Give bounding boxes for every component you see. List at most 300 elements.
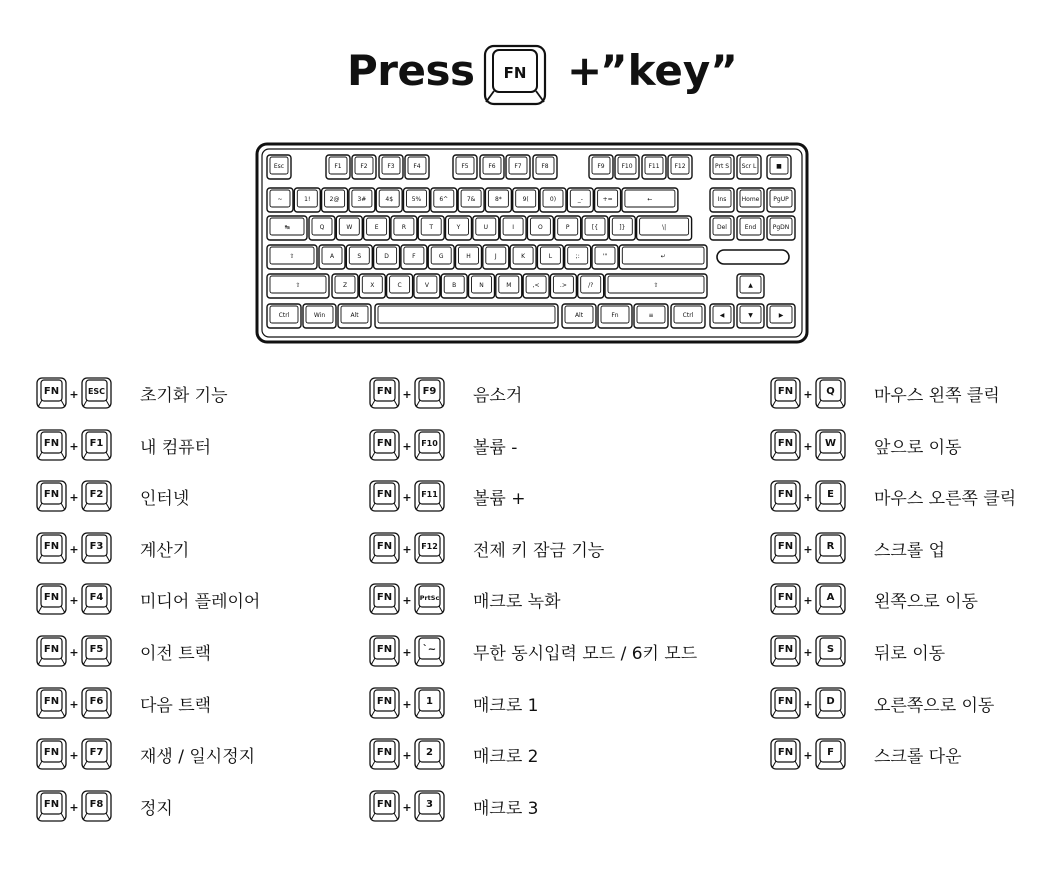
plus-sign: + <box>803 439 813 453</box>
keyboard-key-label: 4$ <box>385 196 394 203</box>
keyboard-key-label: ]} <box>619 224 626 231</box>
fn-key-icon <box>37 533 66 563</box>
fn-key-icon <box>37 584 66 614</box>
key-combo <box>369 480 445 512</box>
fn-key-icon <box>771 533 800 563</box>
plus-sign: + <box>69 800 79 814</box>
keyboard-key <box>458 188 484 212</box>
key-icon <box>816 739 845 769</box>
keyboard-key-label: .> <box>559 282 567 289</box>
fn-key-icon-label: FN <box>43 798 60 810</box>
fn-key-icon-label: FN <box>376 644 393 655</box>
keyboard-key <box>456 245 482 269</box>
key-icon <box>816 481 845 511</box>
fn-key-icon <box>370 791 399 821</box>
fn-key-icon <box>37 688 66 718</box>
key-icon-label: R <box>826 540 835 552</box>
keyboard-key-label: ↵ <box>660 253 666 260</box>
fn-key-icon-label: FN <box>376 695 393 707</box>
keyboard-key <box>267 216 307 240</box>
fn-key-icon <box>370 481 399 511</box>
keyboard-key-label: Z <box>342 282 348 289</box>
key-icon <box>816 533 845 563</box>
fn-key-icon <box>771 636 800 666</box>
shortcut-description: 마우스 오른쪽 클릭 <box>874 489 1017 510</box>
keyboard-key-label: Ctrl <box>278 312 290 319</box>
shortcut-description: 초기화 기능 <box>140 386 228 406</box>
key-icon-label: PrtSc <box>419 594 440 603</box>
shortcut-description: 앞으로 이동 <box>874 437 962 458</box>
keyboard-key-label: 5% <box>411 196 422 203</box>
key-icon <box>415 584 444 614</box>
key-combo <box>770 480 846 512</box>
shortcut-description: 매크로 1 <box>473 695 539 716</box>
keyboard-key <box>595 188 621 212</box>
key-icon <box>415 481 444 511</box>
key-combo <box>36 480 112 512</box>
keyboard-key <box>401 245 427 269</box>
key-combo <box>36 429 112 461</box>
keyboard-key-label: '" <box>602 253 608 260</box>
keyboard-key-label: ⇧ <box>295 282 301 289</box>
keyboard-key <box>767 155 791 179</box>
fn-key-icon <box>370 688 399 718</box>
key-icon-label: F1 <box>89 437 104 449</box>
key-icon <box>415 430 444 460</box>
keyboard-key <box>387 274 413 298</box>
keyboard-key-label: Win <box>313 312 326 319</box>
keyboard-key-label: ▼ <box>748 312 753 319</box>
key-icon <box>816 430 845 460</box>
keyboard-key-label: B <box>452 282 457 289</box>
key-icon-label: 2 <box>426 747 433 759</box>
key-icon <box>415 791 444 821</box>
key-combo <box>36 377 112 409</box>
key-combo <box>770 583 846 615</box>
keyboard-key-label: 8* <box>494 196 502 203</box>
keyboard-key <box>510 245 536 269</box>
key-icon-label: F12 <box>421 541 438 551</box>
fn-key-icon <box>771 739 800 769</box>
keyboard-key-label: 7& <box>466 196 476 203</box>
fn-key-icon <box>370 739 399 769</box>
shortcut-description: 계산기 <box>140 540 190 561</box>
keyboard-key-label: End <box>744 224 757 231</box>
keyboard-key-label: ~ <box>277 196 283 203</box>
keyboard-key <box>767 188 795 212</box>
keyboard-key-label: W <box>346 224 353 231</box>
keyboard-key <box>622 188 678 212</box>
key-icon <box>415 739 444 769</box>
keyboard-key-label: 6^ <box>439 196 449 203</box>
keyboard-key <box>533 155 557 179</box>
keyboard-key <box>619 245 707 269</box>
key-combo <box>770 532 846 564</box>
keyboard-key <box>642 155 666 179</box>
fn-key-icon-label: FN <box>376 540 393 552</box>
keyboard-key <box>319 245 345 269</box>
key-icon <box>415 533 444 563</box>
keyboard-key-label: S <box>357 253 362 260</box>
fn-key-icon-label: FN <box>43 540 60 552</box>
keyboard-key-label: F5 <box>461 163 469 170</box>
key-icon-label: F5 <box>89 644 104 655</box>
plus-sign: + <box>803 697 813 711</box>
keyboard-key-label: Prt S <box>714 163 730 170</box>
key-combo <box>770 377 846 409</box>
keyboard-key <box>710 155 734 179</box>
plus-sign: + <box>402 594 412 608</box>
keyboard-key <box>637 216 692 240</box>
keyboard-key-label: ≡ <box>648 312 654 319</box>
keyboard-key <box>562 304 596 328</box>
keyboard-key <box>352 155 376 179</box>
keyboard-key-label: F12 <box>674 163 686 170</box>
keyboard-key <box>322 188 348 212</box>
keyboard-key-label: F4 <box>413 163 421 170</box>
keyboard-key <box>710 304 734 328</box>
plus-sign: + <box>803 646 813 659</box>
key-icon-label: F4 <box>89 592 104 604</box>
title-key-word: ”key” <box>600 46 738 95</box>
shortcut-description: 정지 <box>140 798 173 819</box>
fn-key-icon-label: FN <box>777 437 794 449</box>
key-icon <box>82 430 111 460</box>
key-icon <box>82 378 111 408</box>
shortcut-description: 왼쪽으로 이동 <box>874 592 978 613</box>
key-combo <box>770 687 846 719</box>
keyboard-key-label: A <box>329 253 335 260</box>
fn-key-icon-label: FN <box>43 489 60 501</box>
keyboard-key-label: V <box>424 282 429 289</box>
touch-bar <box>717 250 789 264</box>
plus-sign: + <box>803 749 813 763</box>
keyboard-key <box>737 274 764 298</box>
keyboard-key <box>414 274 440 298</box>
keyboard-key <box>294 188 320 212</box>
keyboard-key <box>737 216 764 240</box>
key-icon-label: D <box>826 695 835 707</box>
fn-key-icon-label: FN <box>777 747 794 759</box>
keyboard-key-label: N <box>479 282 484 289</box>
title-plus: + <box>567 46 603 95</box>
plus-sign: + <box>69 697 79 711</box>
plus-sign: + <box>803 388 813 401</box>
key-combo <box>369 738 445 770</box>
keyboard-key-label: 0) <box>549 196 557 203</box>
keyboard-key <box>267 304 301 328</box>
keyboard-key <box>609 216 635 240</box>
key-combo <box>369 583 445 615</box>
fn-key-icon-label: FN <box>43 695 60 707</box>
plus-sign: + <box>402 749 412 763</box>
fn-key-icon-label: FN <box>376 489 393 501</box>
keyboard-key-label: R <box>401 224 406 231</box>
fn-key-icon <box>37 791 66 821</box>
keyboard-key-label: 1! <box>304 196 311 203</box>
keyboard-key <box>550 274 576 298</box>
keyboard-key <box>500 216 526 240</box>
keyboard-key <box>374 245 400 269</box>
shortcut-description: 매크로 녹화 <box>473 592 561 613</box>
keyboard-key-label: D <box>384 253 389 260</box>
keyboard-key-label: F6 <box>488 163 496 170</box>
fn-key-icon <box>771 378 800 408</box>
shortcut-description: 음소거 <box>473 386 523 406</box>
keyboard-key-label: M <box>506 282 512 289</box>
fn-key-icon-label: FN <box>43 437 60 449</box>
shortcut-description: 내 컴퓨터 <box>140 437 212 458</box>
keyboard-key <box>565 245 591 269</box>
shortcut-description: 매크로 3 <box>473 798 539 819</box>
keyboard-key-label: F3 <box>387 163 395 170</box>
keyboard-key-label: Fn <box>611 312 619 319</box>
key-icon <box>415 378 444 408</box>
keyboard-key <box>391 216 417 240</box>
keyboard-key <box>527 216 553 240</box>
keyboard-key <box>309 216 335 240</box>
key-icon <box>816 636 845 666</box>
keyboard-key-label: [{ <box>591 224 599 231</box>
plus-sign: + <box>402 542 412 556</box>
keyboard-key-label: \| <box>662 224 667 231</box>
shortcut-description: 인터넷 <box>140 489 190 510</box>
keyboard-key <box>737 188 764 212</box>
fn-key-icon-label: FN <box>43 592 60 604</box>
keyboard-key <box>513 188 539 212</box>
plus-sign: + <box>69 594 79 608</box>
key-combo <box>36 790 112 822</box>
keyboard-key-label: E <box>374 224 379 231</box>
plus-sign: + <box>69 491 79 505</box>
keyboard-key <box>428 245 454 269</box>
keyboard-key-label: 2@ <box>329 196 340 203</box>
key-combo <box>369 687 445 719</box>
fn-key-icon-label: FN <box>777 386 794 397</box>
fn-key-icon <box>37 378 66 408</box>
shortcut-description: 스크롤 다운 <box>874 747 962 768</box>
keyboard-key <box>364 216 390 240</box>
plus-sign: + <box>69 542 79 556</box>
title-press-text: Press <box>347 46 475 95</box>
keyboard-key <box>537 245 563 269</box>
keyboard-key-label: F10 <box>621 163 633 170</box>
keyboard-key-label: Q <box>319 224 325 231</box>
fn-key-icon-label: FN <box>376 386 393 397</box>
plus-sign: + <box>803 594 813 608</box>
keyboard-key <box>582 216 608 240</box>
fn-key-icon <box>370 636 399 666</box>
keyboard-key-label: F7 <box>514 163 522 170</box>
fn-key-icon-label: FN <box>43 644 60 655</box>
keyboard-key <box>737 304 764 328</box>
keyboard-key-label: Scr L <box>741 163 757 170</box>
keyboard-key <box>737 155 761 179</box>
keyboard-key <box>332 274 358 298</box>
keyboard-key <box>592 245 618 269</box>
shortcut-description: 오른쪽으로 이동 <box>874 695 995 716</box>
keyboard-key <box>578 274 604 298</box>
keyboard-key-label: 9( <box>522 196 529 203</box>
key-combo <box>770 635 846 667</box>
fn-key-icon <box>37 430 66 460</box>
key-icon-label: F6 <box>89 695 104 707</box>
keyboard-key-label: F <box>412 253 416 260</box>
keyboard-key-label: PgUP <box>773 196 789 203</box>
keyboard-key-label: += <box>602 196 613 203</box>
keyboard-key-label: /? <box>588 282 594 289</box>
keyboard-key-label: K <box>521 253 526 260</box>
keyboard-key-label: ■ <box>776 163 782 170</box>
keyboard-key-label: Alt <box>574 312 584 319</box>
keyboard-key <box>404 188 430 212</box>
key-combo <box>369 790 445 822</box>
keyboard-key-label: F11 <box>648 163 660 170</box>
fn-keycap-label: FN <box>503 64 527 82</box>
keyboard-key-label: U <box>483 224 489 231</box>
keyboard-key-label: PgDN <box>772 224 790 231</box>
fn-key-icon-label: FN <box>777 644 794 655</box>
keyboard-key <box>431 188 457 212</box>
key-icon-label: F3 <box>89 540 104 552</box>
keyboard-key <box>346 245 372 269</box>
key-combo <box>369 532 445 564</box>
plus-sign: + <box>402 491 412 505</box>
keyboard-key <box>469 274 495 298</box>
keyboard-key-label: Y <box>456 224 461 231</box>
plus-sign: + <box>402 388 412 401</box>
shortcut-description: 마우스 왼쪽 클릭 <box>874 386 1000 406</box>
plus-sign: + <box>69 388 79 401</box>
key-combo <box>36 738 112 770</box>
keyboard-key-label: _- <box>577 196 583 203</box>
keyboard-key-label: L <box>548 253 553 260</box>
keyboard-key-label: Ins <box>717 196 727 203</box>
fn-key-icon <box>771 688 800 718</box>
fn-key-icon-label: FN <box>777 695 794 707</box>
keyboard-key <box>615 155 639 179</box>
plus-sign: + <box>402 646 412 659</box>
keyboard-key-label: P <box>565 224 570 231</box>
key-combo <box>36 687 112 719</box>
shortcut-description: 재생 / 일시정지 <box>140 747 256 768</box>
plus-sign: + <box>69 749 79 763</box>
fn-key-icon <box>771 584 800 614</box>
key-icon <box>82 739 111 769</box>
keyboard-key-label: 3# <box>357 196 367 203</box>
plus-sign: + <box>803 542 813 556</box>
keyboard-key <box>375 304 558 328</box>
keyboard-key <box>710 216 734 240</box>
keyboard-key-label: Alt <box>350 312 359 319</box>
keyboard-key <box>767 216 795 240</box>
keyboard-key <box>267 245 317 269</box>
keyboard-key <box>267 155 291 179</box>
keyboard-key-label: F1 <box>334 163 342 170</box>
keyboard-key-label: ▶ <box>778 312 784 319</box>
key-icon-label: Q <box>826 386 835 397</box>
key-combo <box>36 532 112 564</box>
shortcut-description: 무한 동시입력 모드 / 6키 모드 <box>473 644 698 664</box>
keyboard-key-label: H <box>466 253 471 260</box>
key-icon <box>82 688 111 718</box>
fn-key-icon-label: FN <box>777 489 794 501</box>
keyboard-key-label: Ctrl <box>682 312 694 319</box>
fn-key-icon-label: FN <box>376 437 393 449</box>
keyboard-key <box>589 155 613 179</box>
keyboard-key <box>480 155 504 179</box>
key-icon-label: F <box>827 747 834 759</box>
key-icon <box>816 584 845 614</box>
fn-key-icon-label: FN <box>777 540 794 552</box>
keyboard-key <box>326 155 350 179</box>
fn-key-icon-label: FN <box>43 747 60 759</box>
keyboard-key <box>349 188 375 212</box>
fn-key-icon <box>37 481 66 511</box>
keyboard-key-label: Del <box>717 224 727 231</box>
shortcut-description: 뒤로 이동 <box>874 644 946 664</box>
keyboard-key-label: G <box>438 253 444 260</box>
key-icon-label: F10 <box>421 438 438 448</box>
key-icon-label: W <box>824 437 837 449</box>
key-icon-label: F7 <box>89 747 104 759</box>
key-icon <box>82 791 111 821</box>
shortcut-description: 다음 트랙 <box>140 695 212 716</box>
key-combo <box>36 635 112 667</box>
keyboard-key <box>767 304 795 328</box>
plus-sign: + <box>402 439 412 453</box>
plus-sign: + <box>402 697 412 711</box>
key-icon <box>816 378 845 408</box>
key-icon-label: 3 <box>426 798 433 810</box>
key-icon-label: F9 <box>422 386 437 397</box>
key-icon-label: F2 <box>89 489 104 501</box>
fn-key-icon-label: FN <box>376 592 393 604</box>
fn-key-icon <box>37 636 66 666</box>
key-icon-label: F11 <box>421 490 438 500</box>
key-icon <box>415 636 444 666</box>
keyboard-key <box>671 304 705 328</box>
key-icon-label: E <box>827 489 834 501</box>
key-combo <box>36 583 112 615</box>
keyboard-key-label: I <box>512 224 514 231</box>
keyboard-key <box>446 216 472 240</box>
key-icon-label: F8 <box>89 798 104 810</box>
key-combo <box>369 635 445 667</box>
key-icon-label: A <box>826 592 835 604</box>
keyboard-key-label: ;: <box>575 253 580 260</box>
keyboard-key <box>523 274 549 298</box>
key-combo <box>770 738 846 770</box>
key-icon <box>415 688 444 718</box>
shortcut-description: 전제 키 잠금 기능 <box>473 540 605 561</box>
keyboard-key <box>605 274 707 298</box>
fn-key-icon <box>37 739 66 769</box>
keyboard-key <box>485 188 511 212</box>
keyboard-key <box>668 155 692 179</box>
keyboard-diagram <box>255 142 809 344</box>
keyboard-key <box>453 155 477 179</box>
plus-sign: + <box>69 439 79 453</box>
fn-key-icon <box>370 533 399 563</box>
shortcut-description: 매크로 2 <box>473 747 539 768</box>
key-combo <box>369 429 445 461</box>
keyboard-key-label: T <box>429 224 434 231</box>
shortcut-description: 볼륨 + <box>473 489 526 510</box>
key-icon-label: 1 <box>426 695 433 707</box>
key-icon <box>82 584 111 614</box>
keyboard-key-label: ▲ <box>748 282 753 289</box>
